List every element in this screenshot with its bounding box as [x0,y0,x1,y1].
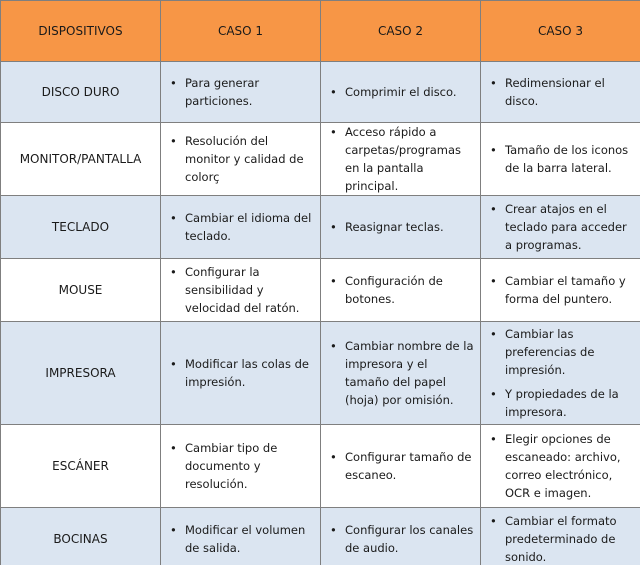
bullet-item: • Configurar la sensibilidad y velocidad del ratón. [185,263,314,317]
caso-2-cell [321,508,481,565]
bullet-list [161,209,320,245]
header-dispositivos: DISPOSITIVOS [1,1,161,62]
bullet-item: • Cambiar el formato predeterminado de sonido. [505,512,634,565]
caso-3-cell [481,508,640,565]
bullet-list [161,263,320,317]
bullet-list [321,272,480,308]
bullet-list [481,141,640,177]
bullet-list [321,123,480,195]
bullet-item: • Para generar particiones. [185,74,314,110]
caso-2-cell [321,425,481,508]
bullet-item: • Resolución del monitor y calidad de colorç [185,132,314,186]
device-name-cell: IMPRESORA [1,322,161,425]
bullet-list [161,74,320,110]
caso-2-cell [321,123,481,196]
bullet-list [321,218,480,236]
bullet-item: • Comprimir el disco. [345,83,474,101]
bullet-item: • Tamaño de los iconos de la barra lateral. [505,141,634,177]
bullet-list [481,325,640,421]
bullet-list [161,132,320,186]
caso-1-cell [161,508,321,565]
bullet-item: • Configurar tamaño de escaneo. [345,448,474,484]
bullet-item: • Cambiar nombre de la impresora y el tamaño del papel (hoja) por omisión. [345,337,474,409]
bullet-item: • Cambiar el tamaño y forma del puntero. [505,272,634,308]
caso-2-cell [321,322,481,425]
bullet-item: • Cambiar tipo de documento y resolución. [185,439,314,493]
table-row [1,259,640,322]
caso-1-cell [161,196,321,259]
caso-3-cell [481,62,640,123]
header-caso-1: CASO 1 [161,1,321,62]
bullet-item: • Cambiar las preferencias de impresión. [505,325,634,379]
table-row [1,322,640,425]
bullet-list [481,272,640,308]
header-caso-2: CASO 2 [321,1,481,62]
caso-2-cell [321,62,481,123]
device-name-cell: BOCINAS [1,508,161,565]
table-row [1,196,640,259]
bullet-list [321,521,480,557]
caso-1-cell [161,425,321,508]
device-name-cell: TECLADO [1,196,161,259]
device-name-cell: MONITOR/PANTALLA [1,123,161,196]
header-caso-3: CASO 3 [481,1,640,62]
caso-3-cell [481,322,640,425]
bullet-list [481,200,640,254]
bullet-list [481,430,640,502]
bullet-list [481,512,640,565]
caso-2-cell [321,196,481,259]
table-row [1,123,640,196]
bullet-list [321,448,480,484]
bullet-item: • Reasignar teclas. [345,218,474,236]
bullet-list [161,439,320,493]
caso-1-cell [161,259,321,322]
table-body [1,62,640,565]
bullet-item: • Redimensionar el disco. [505,74,634,110]
bullet-item: • Acceso rápido a carpetas/programas en la pantalla principal. [345,123,474,195]
device-name-cell: DISCO DURO [1,62,161,123]
caso-1-cell [161,62,321,123]
header-row [1,1,640,62]
bullet-list [161,521,320,557]
bullet-item: • Cambiar el idioma del teclado. [185,209,314,245]
table-row [1,508,640,565]
caso-3-cell [481,259,640,322]
caso-3-cell [481,196,640,259]
bullet-item: • Modificar las colas de impresión. [185,355,314,391]
caso-2-cell [321,259,481,322]
bullet-list [321,83,480,101]
device-name-cell: MOUSE [1,259,161,322]
table-row [1,425,640,508]
bullet-item: • Configurar los canales de audio. [345,521,474,557]
bullet-item: • Y propiedades de la impresora. [505,385,634,421]
caso-3-cell [481,425,640,508]
bullet-item: • Modificar el volumen de salida. [185,521,314,557]
caso-1-cell [161,123,321,196]
bullet-list [321,337,480,409]
bullet-item: • Elegir opciones de escaneado: archivo, correo electrónico, OCR e imagen. [505,430,634,502]
bullet-list [481,74,640,110]
table-row [1,62,640,123]
device-name-cell: ESCÁNER [1,425,161,508]
caso-1-cell [161,322,321,425]
caso-3-cell [481,123,640,196]
bullet-item: • Configuración de botones. [345,272,474,308]
bullet-list [161,355,320,391]
bullet-item: • Crear atajos en el teclado para acceder a programas. [505,200,634,254]
